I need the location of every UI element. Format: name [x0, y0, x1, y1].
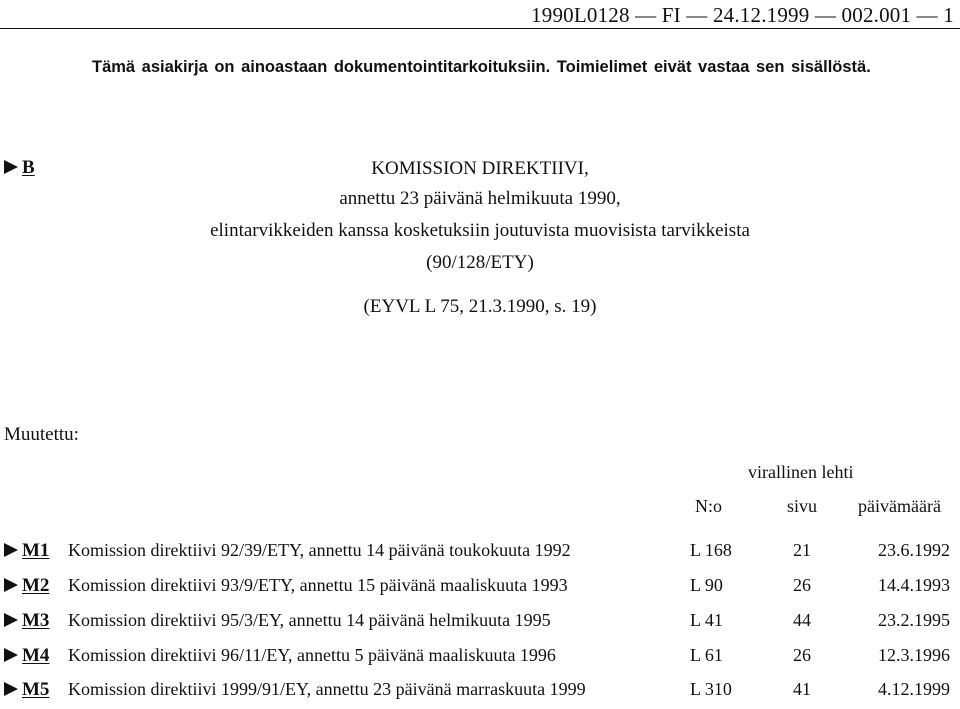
amendment-page: 41: [793, 679, 811, 699]
amendment-date: 12.3.1996: [878, 645, 950, 665]
document-header: [0, 0, 960, 29]
amendment-oj-number: L 168: [690, 540, 732, 560]
triangle-right-icon: [4, 682, 18, 696]
amendment-page: 26: [793, 645, 811, 665]
amendment-marker[interactable]: [4, 540, 49, 562]
amendment-description: Komission direktiivi 92/39/ETY, annettu 14 päivänä toukokuuta 1992: [68, 540, 571, 560]
column-header-date: päivämäärä: [858, 496, 941, 516]
amendment-oj-number: L 90: [690, 575, 723, 595]
act-publication: (EYVL L 75, 21.3.1990, s. 19): [363, 296, 597, 317]
amendment-date: 23.2.1995: [878, 610, 950, 630]
act-subject: elintarvikkeiden kanssa kosketuksiin joutuvista muovisista tarvikkeista: [210, 220, 750, 241]
amendment-page: 44: [793, 610, 811, 630]
amendment-page: 26: [793, 575, 811, 595]
triangle-right-icon: [4, 613, 18, 627]
amendment-date: 14.4.1993: [878, 575, 950, 595]
amended-by-label: Muutettu:: [4, 424, 79, 445]
marker-code: M2: [22, 575, 50, 596]
marker-code: M1: [22, 540, 50, 561]
amendment-page: 21: [793, 540, 811, 560]
amendment-description: Komission direktiivi 95/3/EY, annettu 14 päivänä helmikuuta 1995: [68, 610, 551, 630]
amendment-marker[interactable]: [4, 645, 49, 667]
amendment-row: [0, 540, 960, 570]
triangle-right-icon: [4, 648, 18, 662]
marker-code: M4: [22, 645, 50, 666]
act-number: (90/128/ETY): [426, 252, 534, 273]
act-date: annettu 23 päivänä helmikuuta 1990,: [339, 188, 621, 209]
column-header-page: sivu: [787, 496, 818, 516]
marker-code: M5: [22, 679, 50, 700]
amendment-marker[interactable]: [4, 610, 49, 632]
official-journal-header: virallinen lehti: [748, 462, 854, 482]
triangle-right-icon: [4, 578, 18, 592]
amendment-row: [0, 645, 960, 675]
document-reference: 1990L0128 — FI — 24.12.1999 — 002.001 — 1: [531, 3, 954, 27]
amendment-oj-number: L 310: [690, 679, 732, 699]
amendment-description: Komission direktiivi 96/11/EY, annettu 5 päivänä maaliskuuta 1996: [68, 645, 556, 665]
amendment-marker[interactable]: [4, 679, 49, 701]
disclaimer-text: Tämä asiakirja on ainoastaan dokumentointitarkoituksiin. Toimielimet eivät vastaa sen sisällöstä.: [92, 58, 871, 76]
amendment-oj-number: L 61: [690, 645, 723, 665]
act-title: KOMISSION DIREKTIIVI,: [371, 158, 589, 179]
triangle-right-icon: [4, 543, 18, 557]
column-header-number: N:o: [695, 496, 722, 516]
marker-code: M3: [22, 610, 50, 631]
amendment-oj-number: L 41: [690, 610, 723, 630]
amendment-marker[interactable]: [4, 575, 49, 597]
marker-code: B: [22, 157, 35, 178]
amendment-description: Komission direktiivi 1999/91/EY, annettu 23 päivänä marraskuuta 1999: [68, 679, 586, 699]
amendment-description: Komission direktiivi 93/9/ETY, annettu 15 päivänä maaliskuuta 1993: [68, 575, 568, 595]
amendment-row: [0, 610, 960, 640]
amendment-date: 23.6.1992: [878, 540, 950, 560]
amendment-date: 4.12.1999: [878, 679, 950, 699]
amendment-row: [0, 575, 960, 605]
